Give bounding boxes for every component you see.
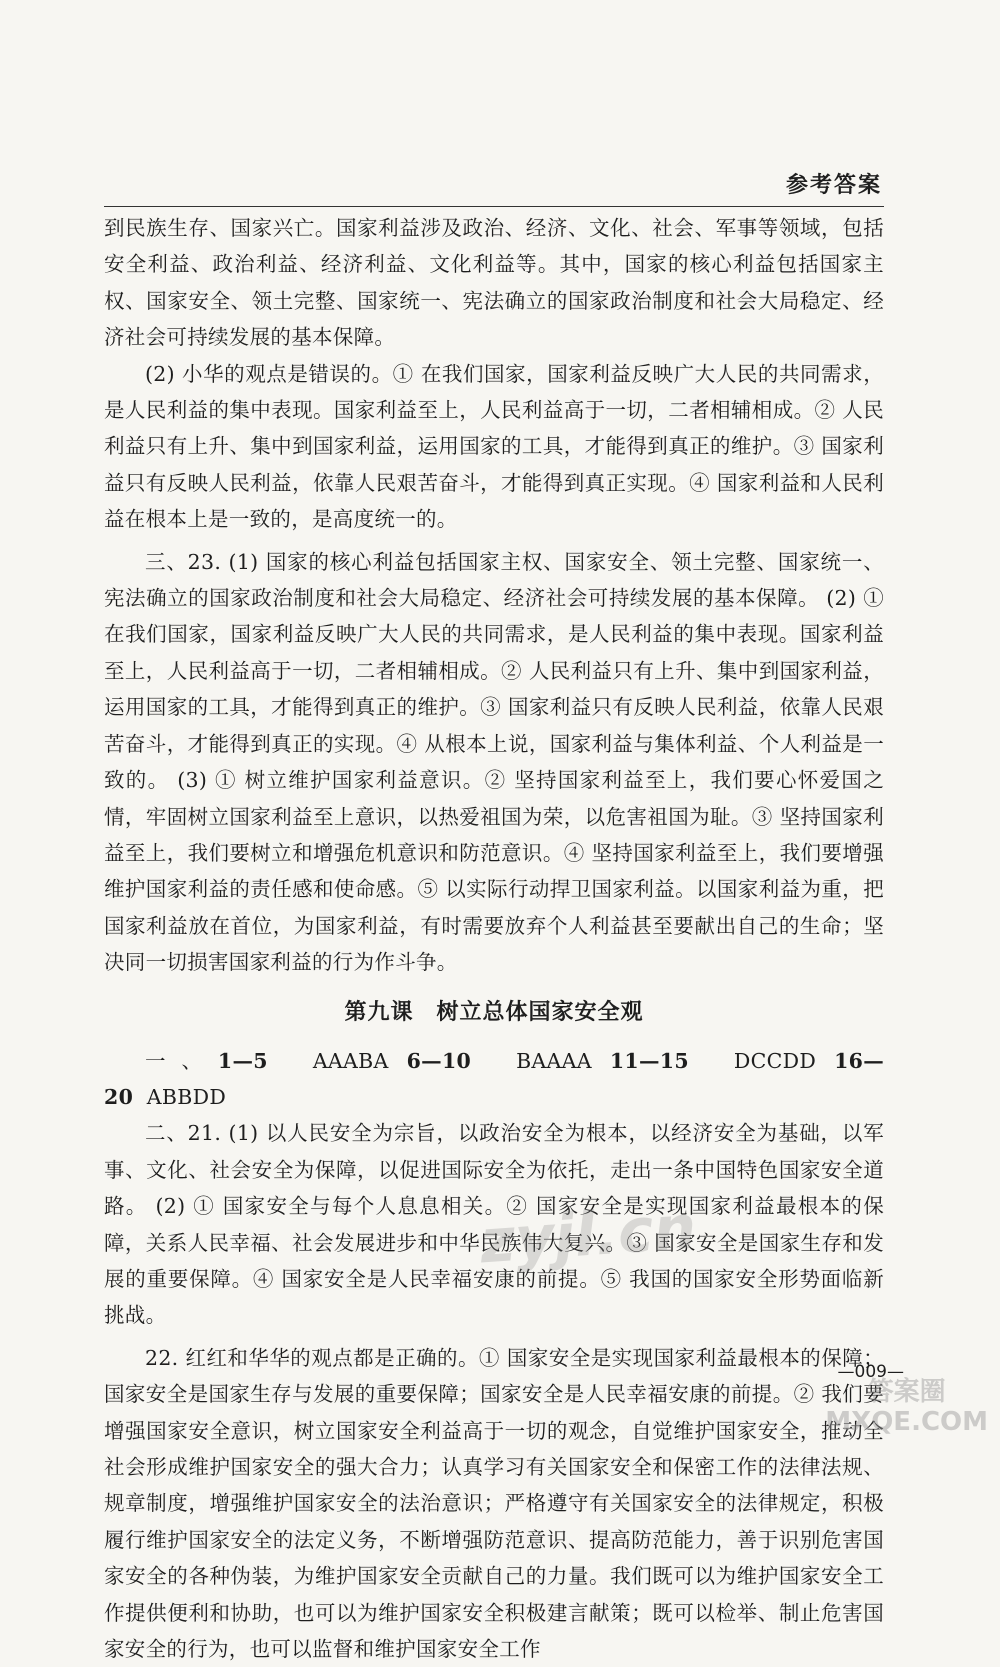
answer-paragraph-q21: 二、21. (1) 以人民安全为宗旨，以政治安全为根本，以经济安全为基础，以军事、文化、社会安全为保障，以促进国际安全为依托，走出一条中国特色国家安全道路。 (2) ① 国家安全与每个人息息相关。② 国家安全是实现国家利益最根本的保障，关系人民幸福、社会发展进步和中华民族伟大复兴。③ 国家安全是国家生存和发展的重要保障。④ 国家安全是人民幸福安康的前提。⑤ 我国的国家安全形势面临新挑战。 xyxy=(104,1121,884,1328)
section-title: 第九课 树立总体国家安全观 xyxy=(344,999,644,1025)
page-number: —009— xyxy=(837,1362,904,1382)
answer-paragraph-q22: 22. 红红和华华的观点都是正确的。① 国家安全是实现国家利益最根本的保障；国家安全是国家生存与发展的重要保障；国家安全是人民幸福安康的前提。② 我们要增强国家安全意识，树立国家安全利益高于一切的观念，自觉维护国家安全，推动全社会形成维护国家安全的强大合力；认真学习有关国家安全和保密工作的法律法规、规章制度，增强维护国家安全的法治意识；严格遵守有关国家安全的法律规定，积极履行维护国家安全的法定义务，不断增强防范意识、提高防范能力，善于识别危害国家安全的各种伪装，为维护国家安全贡献自己的力量。我们既可以为维护国家安全工作提供便利和协助，也可以为维护国家安全积极建言献策；既可以检举、制止危害国家安全的行为，也可以监督和维护国家安全工作 xyxy=(104,1345,884,1662)
mc-answer: ABBDD xyxy=(146,1084,227,1109)
answer-paragraph-continued: 到民族生存、国家兴亡。国家利益涉及政治、经济、文化、社会、军事等领域，包括安全利益、政治利益、经济利益、文化利益等。其中，国家的核心利益包括国家主权、国家安全、领土完整、国家统一、宪法确立的国家政治制度和社会大局稳定、经济社会可持续发展的基本保障。 xyxy=(104,216,884,350)
watermark-corner-bottom: MXQE.COM xyxy=(825,1407,988,1437)
mc-range: 6—10 xyxy=(406,1048,472,1073)
watermark-corner-top: 答案圈 xyxy=(867,1377,946,1407)
mc-range: 11—15 xyxy=(609,1048,689,1073)
multiple-choice-answers xyxy=(104,1043,884,1116)
mc-range: 1—5 xyxy=(217,1048,268,1073)
mc-answer: DCCDD xyxy=(733,1048,817,1073)
answer-paragraph-q23: 三、23. (1) 国家的核心利益包括国家主权、国家安全、领土完整、国家统一、宪法确立的国家政治制度和社会大局稳定、经济社会可持续发展的基本保障。 (2) ① 在我们国家，国家利益反映广大人民的共同需求，是人民利益的集中表现。国家利益至上，人民利益高于一切，二者相辅相成。② 人民利益只有上升、集中到国家利益，运用国家的工具，才能得到真正的维护。③ 国家利益只有反映人民利益，依靠人民艰苦奋斗，才能得到真正的实现。④ 从根本上说，国家利益与集体利益、个人利益是一致的。 (3) ① 树立维护国家利益意识。② 坚持国家利益至上，我们要心怀爱国之情，牢固树立国家利益至上意识，以热爱祖国为荣，以危害祖国为耻。③ 坚持国家利益至上，我们要树立和增强危机意识和防范意识。④ 坚持国家利益至上，我们要增强维护国家利益的责任感和使命感。⑤ 以实际行动捍卫国家利益。以国家利益为重，把国家利益放在首位，为国家利益，有时需要放弃个人利益甚至要献出自己的生命；坚决同一切损害国家利益的行为作斗争。 xyxy=(104,549,884,975)
header-rule xyxy=(104,206,884,207)
answer-paragraph-q2: (2) 小华的观点是错误的。① 在我们国家，国家利益反映广大人民的共同需求，是人民利益的集中表现。国家利益至上，人民利益高于一切，二者相辅相成。② 人民利益只有上升、集中到国家利益，运用国家的工具，才能得到真正的维护。③ 国家利益只有反映人民利益，依靠人民艰苦奋斗，才能得到真正实现。④ 国家利益和人民利益在根本上是一致的，是高度统一的。 xyxy=(104,361,884,532)
mc-answer: AAABA xyxy=(312,1048,389,1073)
page-content xyxy=(104,210,884,1667)
watermark-center: zyjl.cn xyxy=(477,1192,699,1278)
mc-answer: BAAAA xyxy=(516,1048,592,1073)
header-label: 参考答案 xyxy=(785,173,882,198)
mc-prefix: 一、 xyxy=(145,1048,218,1073)
mc-range: 16—20 xyxy=(104,1048,884,1109)
